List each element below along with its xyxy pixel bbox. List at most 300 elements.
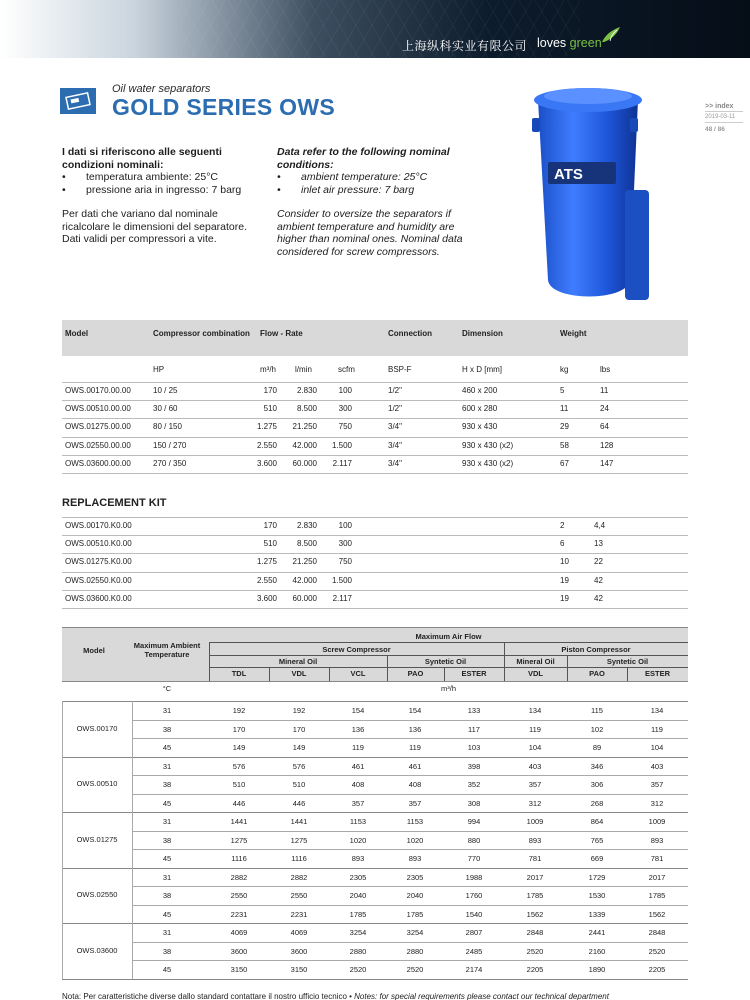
flow-col-header: VDL: [291, 669, 307, 678]
spec-unit: BSP-F: [388, 365, 412, 374]
row-divider: [132, 942, 688, 943]
spec-cell: 147: [600, 458, 614, 468]
row-divider: [62, 535, 688, 536]
flow-cell: 38: [162, 780, 172, 789]
flow-cell: 268: [590, 798, 604, 808]
spec-table-header: [62, 320, 688, 356]
table-border: [62, 923, 688, 924]
flow-cell: 45: [162, 798, 172, 808]
flow-cell: 2040: [349, 891, 367, 900]
spec-cell: 930 x 430: [462, 422, 498, 432]
flow-cell: 3254: [349, 928, 367, 937]
flow-cell: 2231: [290, 909, 308, 919]
row-divider: [62, 572, 688, 573]
spec-header: Flow - Rate: [260, 329, 303, 338]
tank-label: ATS: [554, 166, 583, 183]
flow-cell: 3600: [290, 946, 308, 956]
spec-header: Dimension: [462, 329, 503, 338]
flow-cell: 1562: [526, 909, 544, 919]
flow-cell: 38: [162, 835, 172, 845]
row-divider: [132, 849, 688, 850]
kit-cell: 21.250: [292, 557, 317, 567]
spec-cell: OWS.03600.00.00: [65, 458, 131, 468]
flow-cell: 149: [292, 743, 306, 752]
kit-cell: 60.000: [292, 593, 317, 603]
product-category-icon: [60, 88, 96, 114]
flow-cell: 510: [232, 780, 246, 789]
spec-cell: 30 / 60: [153, 404, 178, 414]
spec-cell: 2.117: [332, 458, 352, 468]
flow-cell: 352: [467, 780, 481, 789]
flow-cell: 1785: [526, 891, 544, 900]
flow-cell: 2205: [526, 965, 544, 974]
table-border: [132, 868, 133, 924]
flow-cell: 1729: [588, 872, 606, 882]
flow-header-piston: Piston Compressor: [561, 645, 631, 654]
kit-cell: 2.830: [296, 521, 317, 530]
flow-cell: 1020: [349, 835, 367, 845]
flow-cell: 2040: [406, 891, 424, 900]
flow-cell: 2305: [349, 872, 367, 882]
row-divider: [132, 738, 688, 739]
flow-cell: 38: [162, 891, 172, 900]
kit-cell: 1.275: [256, 557, 277, 567]
spec-unit: lbs: [600, 365, 611, 374]
kit-cell: 100: [338, 521, 352, 530]
index-date: 2019-03-11: [705, 114, 736, 120]
flow-cell: 3150: [290, 965, 308, 974]
flow-cell: 119: [651, 724, 663, 734]
flow-cell: 893: [351, 854, 365, 863]
spec-header: Model: [65, 329, 89, 338]
spec-cell: 1/2": [388, 404, 402, 414]
flow-cell: 446: [232, 798, 246, 808]
flow-cell: 1009: [526, 817, 544, 826]
flow-cell: 510: [292, 780, 306, 789]
row-divider: [62, 382, 688, 383]
flow-cell: 136: [351, 724, 365, 734]
flow-model: OWS.01275: [76, 834, 118, 844]
spec-cell: 3/4": [388, 422, 402, 432]
intro-head: Data refer to the following nominal conditions:: [277, 146, 450, 171]
flow-cell: 2848: [648, 928, 666, 937]
intro-english: [277, 146, 477, 258]
flow-cell: 136: [408, 724, 422, 734]
kit-cell: OWS.00170.K0.00: [65, 521, 132, 530]
flow-cell: 770: [467, 854, 481, 863]
row-divider: [62, 553, 688, 554]
flow-cell: 119: [409, 743, 421, 752]
spec-cell: 80 / 150: [153, 422, 182, 432]
flow-cell: 1890: [588, 965, 606, 974]
intro-paragraph: Per dati che variano dal nominale ricalcolare le dimensioni del separatore. Dati validi per compressori a vite.: [62, 208, 248, 245]
flow-cell: 1441: [230, 817, 248, 826]
kit-cell: 1.500: [331, 575, 352, 585]
flow-cell: 312: [650, 798, 664, 808]
flow-col-header: ESTER: [461, 669, 487, 678]
flow-cell: 669: [590, 854, 604, 863]
flow-cell: 2550: [290, 891, 308, 900]
flow-cell: 3600: [230, 946, 248, 956]
flow-cell: 398: [467, 761, 481, 771]
kit-cell: OWS.02550.K0.00: [65, 575, 132, 585]
row-divider: [62, 590, 688, 591]
spec-unit: l/min: [295, 365, 312, 374]
flow-header-syntetic: Syntetic Oil: [424, 657, 467, 666]
flow-cell: 2441: [588, 928, 606, 937]
spec-unit: kg: [560, 365, 569, 374]
spec-cell: 510: [263, 404, 277, 414]
kit-cell: OWS.00510.K0.00: [65, 539, 132, 549]
flow-model: OWS.03600: [76, 945, 118, 955]
flow-cell: 170: [232, 724, 246, 734]
spec-cell: 60.000: [292, 458, 317, 468]
spec-cell: 3.600: [256, 458, 277, 468]
intro-italian: [62, 146, 262, 246]
header-banner: [0, 0, 750, 58]
spec-cell: 1.275: [256, 422, 277, 432]
flow-cell: 1275: [290, 835, 308, 845]
spec-cell: 930 x 430 (x2): [462, 440, 514, 450]
flow-cell: 576: [292, 761, 306, 771]
spec-cell: 3/4": [388, 440, 402, 450]
kit-cell: 2: [560, 521, 565, 530]
flow-cell: 103: [467, 743, 481, 752]
flow-cell: 134: [650, 706, 664, 715]
row-divider: [62, 517, 688, 518]
flow-cell: 2550: [230, 891, 248, 900]
flow-cell: 781: [528, 854, 542, 863]
spec-cell: 24: [600, 404, 609, 414]
row-divider: [132, 794, 688, 795]
kit-cell: OWS.01275.K0.00: [65, 557, 132, 567]
spec-cell: 29: [560, 422, 569, 432]
spec-cell: 460 x 200: [462, 386, 498, 395]
flow-cell: 1562: [648, 909, 666, 919]
flow-cell: 403: [528, 761, 542, 771]
flow-cell: 1760: [465, 891, 483, 900]
flow-cell: 994: [467, 817, 481, 826]
table-border: [62, 681, 688, 682]
flow-cell: 45: [162, 909, 172, 919]
spec-unit: H x D [mm]: [462, 365, 502, 374]
spec-cell: 300: [338, 404, 352, 414]
flow-cell: 461: [408, 761, 422, 771]
header-rule: [209, 655, 688, 656]
flow-cell: 45: [162, 743, 172, 752]
table-border: [132, 812, 133, 868]
flow-cell: 1116: [231, 854, 247, 863]
flow-model: OWS.00510: [76, 779, 118, 789]
intro-bullet: • pressione aria in ingresso: 7 barg: [62, 184, 262, 197]
flow-cell: 1020: [406, 835, 424, 845]
intro-bullet: • ambient temperature: 25°C: [277, 171, 477, 184]
flow-cell: 2017: [648, 872, 666, 882]
page-title: GOLD SERIES OWS: [112, 94, 336, 120]
flow-cell: 1540: [465, 909, 483, 919]
flow-cell: 2305: [406, 872, 424, 882]
kit-cell: 2.550: [256, 575, 277, 585]
flow-header-mineral: Mineral Oil: [278, 657, 318, 666]
flow-cell: 893: [528, 835, 542, 845]
flow-cell: 2848: [526, 928, 544, 937]
page-number: 48 / 86: [705, 126, 725, 133]
flow-header-max: Maximum Air Flow: [415, 632, 482, 641]
flow-cell: 1153: [406, 817, 424, 826]
table-border: [62, 627, 688, 628]
spec-cell: 8.500: [296, 404, 317, 414]
kit-cell: OWS.03600.K0.00: [65, 593, 132, 603]
spec-cell: 100: [338, 386, 352, 395]
table-border: [62, 979, 688, 980]
footnote-en: Notes: for special requirements please contact our technical department: [354, 992, 609, 1000]
flow-cell: 880: [467, 835, 481, 845]
spec-cell: 2.550: [256, 440, 277, 450]
flow-cell: 4069: [230, 928, 248, 937]
flow-col-header: PAO: [589, 669, 605, 678]
row-divider: [132, 960, 688, 961]
kit-cell: 510: [263, 539, 277, 549]
flow-cell: 1339: [588, 909, 606, 919]
intro-bullets: [62, 171, 262, 196]
flow-cell: 31: [162, 928, 172, 937]
table-border: [62, 757, 688, 758]
table-border: [62, 701, 688, 702]
flow-cell: 38: [162, 724, 172, 734]
flow-model: OWS.00170: [76, 723, 118, 733]
flow-cell: 2485: [465, 946, 483, 956]
flow-cell: 149: [232, 743, 246, 752]
spec-cell: 5: [560, 386, 565, 395]
kit-cell: 19: [560, 575, 569, 585]
flow-cell: 119: [529, 724, 541, 734]
flow-col-header: VDL: [528, 669, 543, 678]
spec-unit: m³/h: [260, 365, 276, 374]
flow-cell: 89: [592, 743, 602, 752]
flow-col-header: ESTER: [644, 669, 670, 678]
flow-cell: 2520: [406, 965, 424, 974]
spec-cell: 930 x 430 (x2): [462, 458, 514, 468]
spec-cell: OWS.01275.00.00: [65, 422, 131, 432]
flow-cell: 3254: [406, 928, 424, 937]
flow-cell: 45: [162, 854, 172, 863]
spec-cell: 11: [560, 404, 569, 414]
flow-cell: 2520: [349, 965, 367, 974]
slogan-green: green: [569, 36, 602, 50]
spec-cell: 170: [263, 386, 277, 395]
index-link[interactable]: >> index: [705, 103, 734, 110]
row-divider: [62, 437, 688, 438]
flow-cell: 154: [351, 706, 365, 715]
spec-cell: OWS.00510.00.00: [65, 404, 131, 414]
flow-cell: 4069: [290, 928, 308, 937]
spec-cell: 270 / 350: [153, 458, 187, 468]
flow-cell: 357: [528, 780, 542, 789]
flow-col-header: VCL: [350, 669, 366, 678]
table-border: [132, 923, 133, 979]
row-divider: [62, 418, 688, 419]
spec-cell: 42.000: [292, 440, 317, 450]
spec-cell: 64: [600, 422, 609, 432]
flow-cell: 117: [468, 724, 480, 734]
flow-cell: 1009: [648, 817, 666, 826]
flow-cell: 357: [408, 798, 422, 808]
kit-cell: 4,4: [594, 521, 606, 530]
flow-header-model: Model: [83, 646, 105, 655]
kit-cell: 300: [338, 539, 352, 549]
spec-cell: OWS.02550.00.00: [65, 440, 131, 450]
flow-cell: 3150: [230, 965, 248, 974]
flow-cell: 408: [408, 780, 422, 789]
kit-cell: 2.117: [332, 593, 352, 603]
flow-cell: 346: [590, 761, 604, 771]
kit-cell: 6: [560, 539, 565, 549]
kit-cell: 42: [594, 575, 603, 585]
spec-header: Connection: [388, 329, 432, 338]
company-name: 上海纵科实业有限公司: [402, 39, 528, 53]
spec-cell: 11: [600, 386, 609, 395]
flow-cell: 104: [650, 743, 664, 752]
index-divider: [705, 122, 743, 123]
index-divider: [705, 111, 743, 112]
flow-cell: 576: [232, 761, 246, 771]
spec-cell: 67: [560, 458, 569, 468]
flow-cell: 2807: [465, 928, 483, 937]
spec-cell: 128: [600, 440, 614, 450]
flow-cell: 134: [528, 706, 542, 715]
spec-header: Weight: [560, 329, 587, 338]
flow-cell: 119: [352, 743, 364, 752]
flow-cell: 1785: [648, 891, 666, 900]
flow-col-header: TDL: [231, 669, 247, 678]
flow-cell: 2231: [230, 909, 248, 919]
row-divider: [132, 775, 688, 776]
flow-cell: 31: [162, 817, 172, 826]
flow-cell: 170: [292, 724, 306, 734]
flow-cell: 1530: [588, 891, 606, 900]
spec-header: Compressor combination: [153, 329, 250, 338]
flow-cell: 312: [528, 798, 542, 808]
header-rule: [209, 642, 688, 643]
leaf-icon: [600, 24, 622, 44]
row-divider: [62, 455, 688, 456]
flow-cell: 1988: [465, 872, 483, 882]
replacement-kit-title: REPLACEMENT KIT: [62, 497, 167, 509]
kit-cell: 170: [263, 521, 277, 530]
flow-cell: 1153: [349, 817, 367, 826]
row-divider: [132, 886, 688, 887]
kit-cell: 750: [338, 557, 352, 567]
flow-header-syntetic: Syntetic Oil: [606, 657, 649, 666]
footnote-it: Nota: Per caratteristiche diverse dallo standard contattare il nostro ufficio tecnico: [62, 992, 347, 1000]
spec-cell: 2.830: [296, 386, 317, 395]
row-divider: [62, 473, 688, 474]
header-rule: [209, 667, 688, 668]
spec-cell: 150 / 270: [153, 440, 187, 450]
flow-cell: 31: [162, 706, 172, 715]
flow-cell: 104: [528, 743, 542, 752]
kit-cell: 22: [594, 557, 603, 567]
spec-cell: 21.250: [292, 422, 317, 432]
spec-cell: 750: [338, 422, 352, 432]
flow-cell: 115: [591, 706, 603, 715]
spec-unit: scfm: [338, 365, 355, 374]
table-border: [62, 868, 688, 869]
flow-header-temp: Maximum Ambient Temperature: [133, 641, 201, 659]
flow-header-mineral: Mineral Oil: [516, 657, 555, 666]
brand-slogan: [537, 36, 602, 50]
unit-temp: °C: [162, 684, 172, 693]
flow-cell: 357: [650, 780, 664, 789]
flow-cell: 2880: [406, 946, 424, 956]
flow-header-screw: Screw Compressor: [322, 645, 391, 654]
flow-cell: 2017: [526, 872, 544, 882]
flow-cell: 102: [590, 724, 604, 734]
flow-cell: 31: [162, 761, 172, 771]
flow-cell: 1441: [290, 817, 308, 826]
spec-cell: 1.500: [331, 440, 352, 450]
flow-col-header: PAO: [407, 669, 424, 678]
spec-cell: 1/2": [388, 386, 402, 395]
flow-cell: 308: [467, 798, 481, 808]
flow-cell: 864: [590, 817, 604, 826]
row-divider: [132, 831, 688, 832]
flow-cell: 2882: [290, 872, 308, 882]
flow-cell: 38: [162, 946, 172, 956]
flow-cell: 31: [162, 872, 172, 882]
slogan-loves: loves: [537, 36, 567, 50]
flow-cell: 45: [162, 965, 172, 974]
table-border: [62, 812, 688, 813]
unit-flow: m³/h: [441, 684, 456, 693]
row-divider: [62, 400, 688, 401]
flow-cell: 306: [590, 780, 604, 789]
flow-cell: 2880: [349, 946, 367, 956]
intro-bullets: [277, 171, 477, 196]
flow-cell: 2520: [648, 946, 666, 956]
spec-cell: OWS.00170.00.00: [65, 386, 131, 395]
flow-cell: 2520: [526, 946, 544, 956]
kit-cell: 42.000: [292, 575, 317, 585]
flow-cell: 2205: [648, 965, 666, 974]
flow-cell: 1116: [291, 854, 307, 863]
flow-cell: 781: [650, 854, 664, 863]
row-divider: [132, 905, 688, 906]
spec-unit: HP: [153, 365, 165, 374]
flow-cell: 2160: [588, 946, 606, 956]
row-divider: [132, 720, 688, 721]
flow-cell: 446: [292, 798, 306, 808]
flow-cell: 192: [232, 706, 246, 715]
flow-cell: 765: [590, 835, 604, 845]
spec-cell: 3/4": [388, 458, 402, 468]
kit-cell: 10: [560, 557, 569, 567]
kit-cell: 8.500: [296, 539, 317, 549]
page-subtitle: Oil water separators: [112, 83, 211, 95]
row-divider: [62, 608, 688, 609]
kit-cell: 19: [560, 593, 569, 603]
flow-cell: 1785: [406, 909, 424, 919]
intro-bullet: • temperatura ambiente: 25°C: [62, 171, 262, 184]
separator-tank-icon: [520, 80, 660, 310]
flow-cell: 357: [351, 798, 365, 808]
kit-cell: 13: [594, 539, 603, 549]
flow-cell: 408: [351, 780, 365, 789]
flow-cell: 893: [408, 854, 422, 863]
intro-head: I dati si riferiscono alle seguenti condizioni nominali:: [62, 146, 222, 171]
flow-cell: 2174: [465, 965, 483, 974]
flow-model: OWS.02550: [76, 890, 118, 900]
